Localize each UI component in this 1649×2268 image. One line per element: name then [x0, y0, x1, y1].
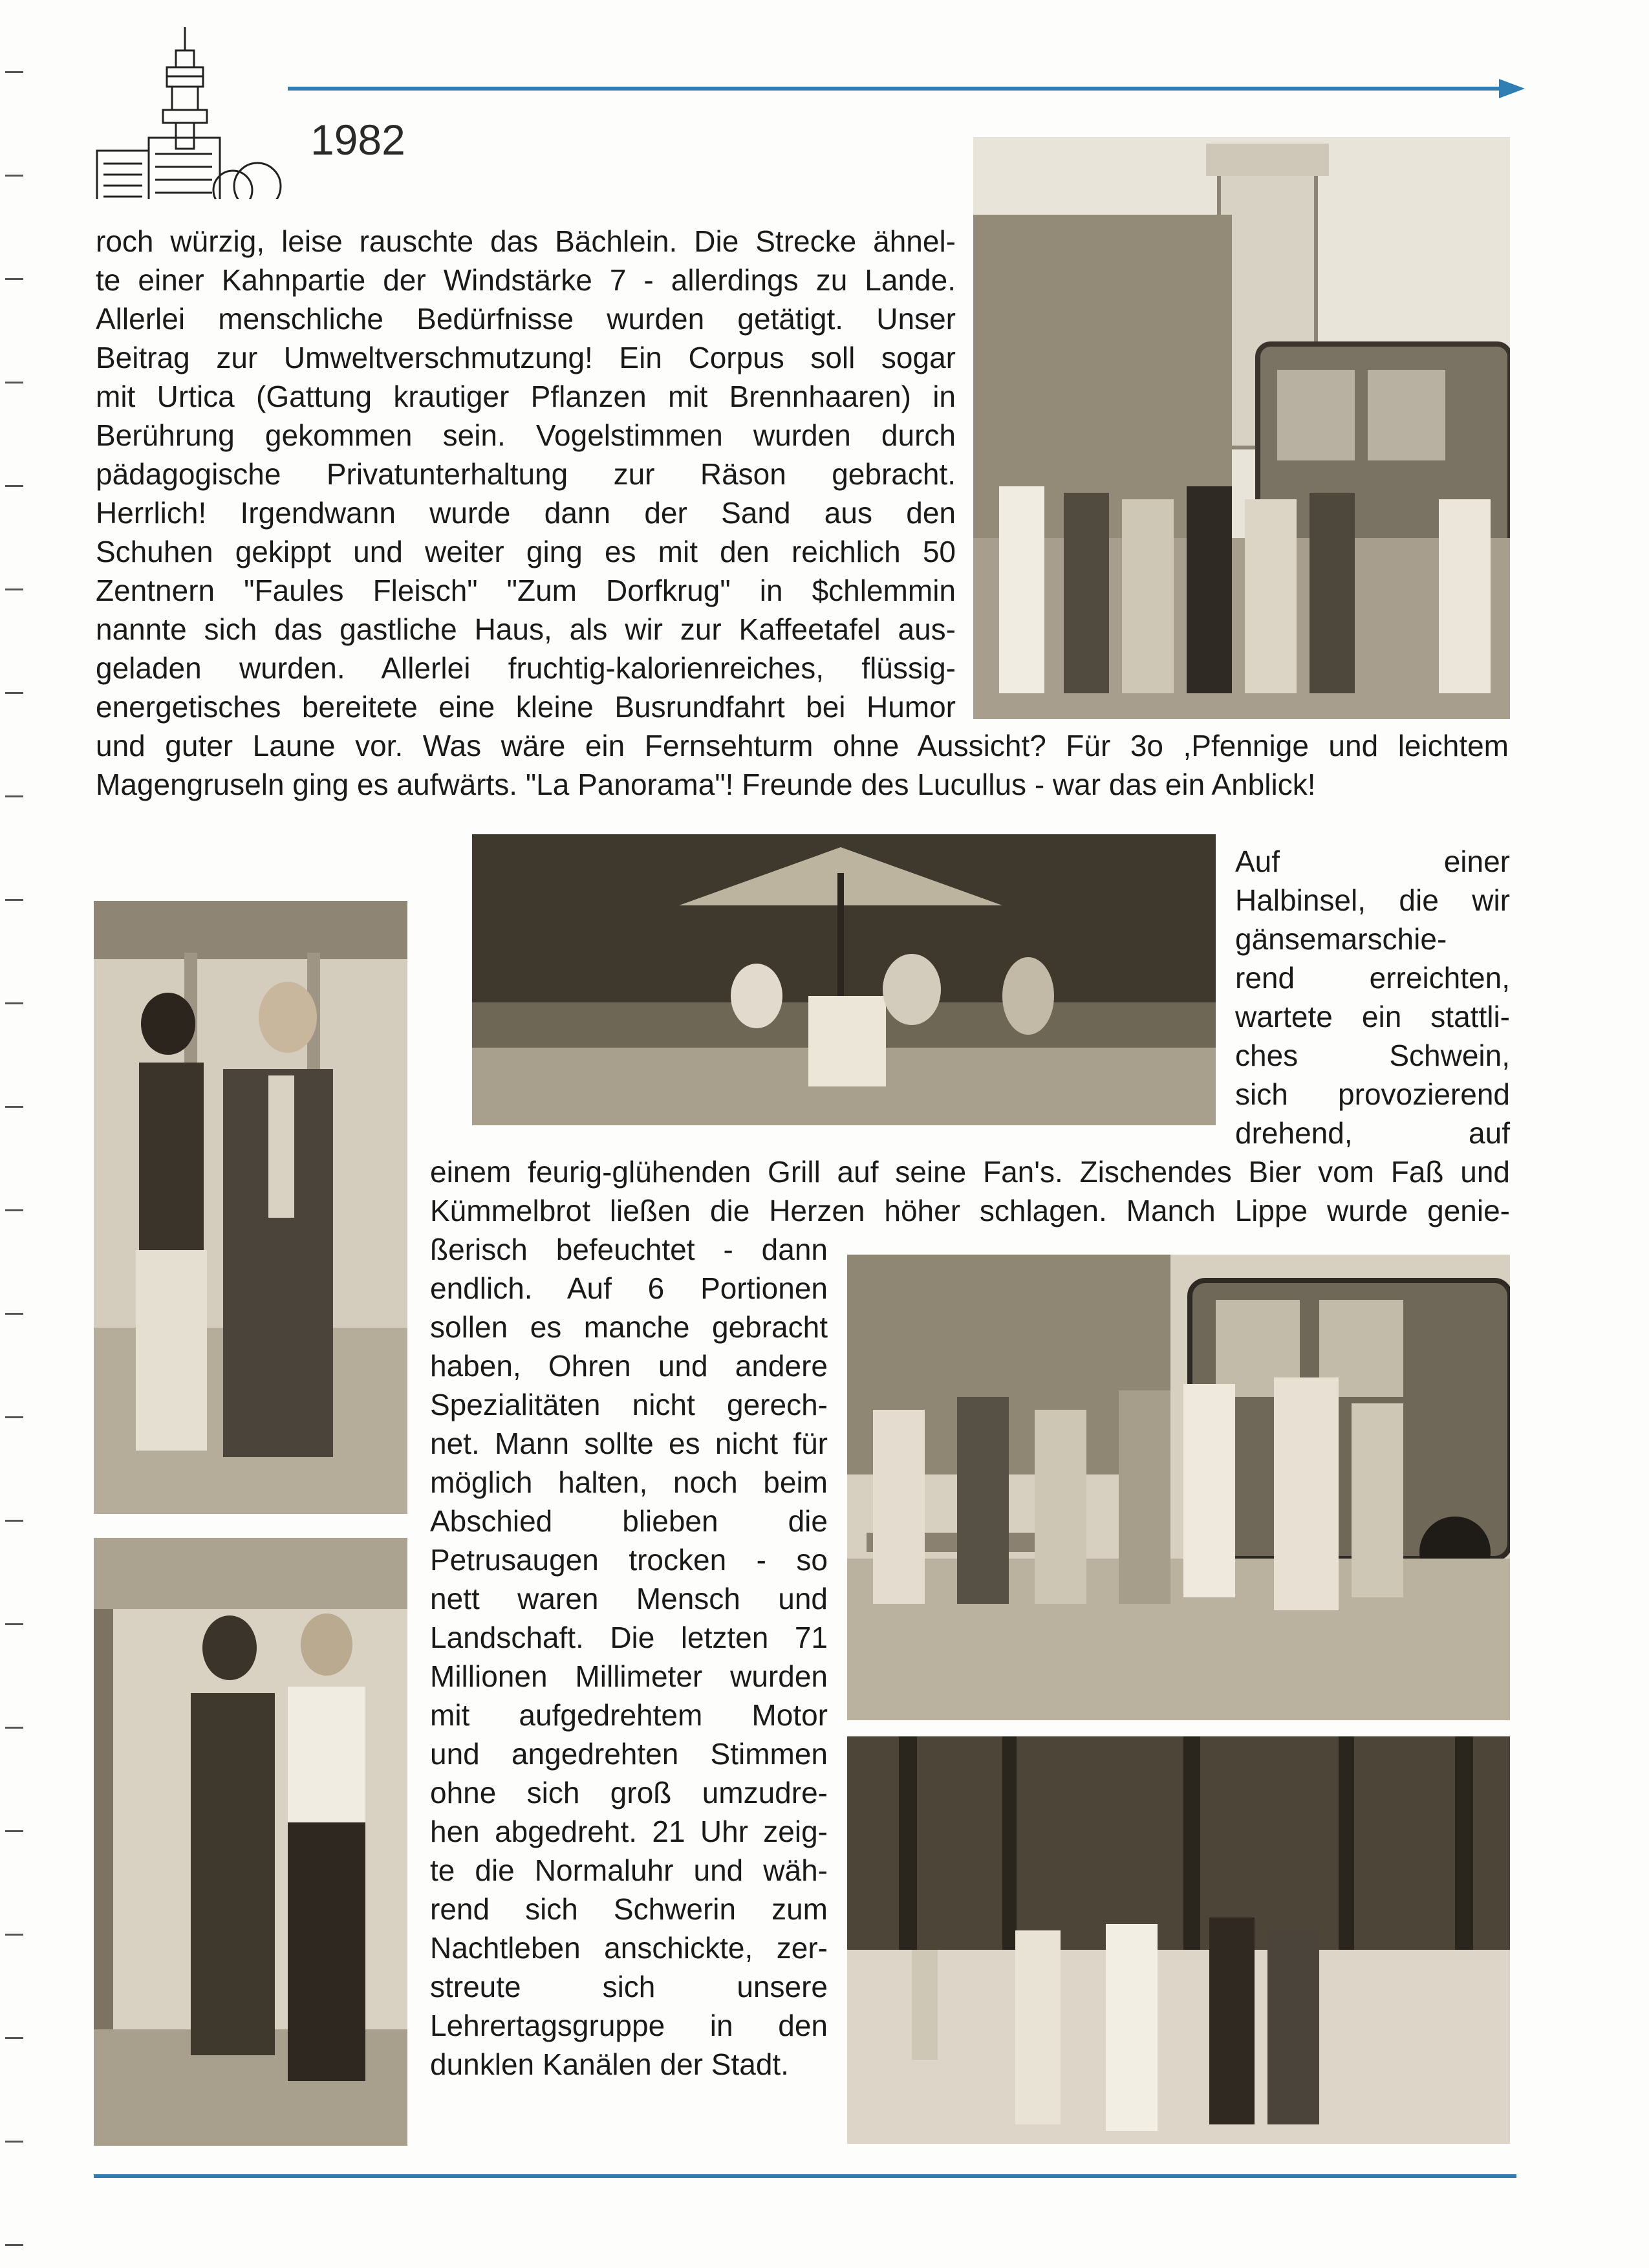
text-block-farewell [430, 1230, 828, 2084]
margin-tick [5, 2244, 23, 2246]
margin-tick [5, 175, 23, 177]
margin-tick [5, 1416, 23, 1418]
margin-tick [5, 485, 23, 487]
text-line: Spezialitäten nicht gerech- [430, 1388, 828, 1421]
text-line: Lehrertagsgruppe in den [430, 2009, 828, 2042]
text-line: Abschied blieben die [430, 1504, 828, 1538]
text-line: rend erreichten, [1235, 961, 1510, 995]
text-line: Auf einer [1235, 845, 1510, 878]
text-line: te einer Kahnpartie der Windstärke 7 - allerdings zu Lande. [96, 263, 956, 297]
text-line: nett waren Mensch und [430, 1582, 828, 1615]
text-line: streute sich unsere [430, 1970, 828, 2003]
text-line: nannte sich das gastliche Haus, als wir zur Kaffeetafel aus- [96, 612, 956, 646]
top-rule [288, 87, 1507, 91]
photo-group-at-bus-tower [973, 137, 1510, 719]
text-line: sich provozierend [1235, 1077, 1510, 1111]
text-line: Petrusaugen trocken - so [430, 1543, 828, 1577]
text-line: Millionen Millimeter wurden [430, 1659, 828, 1693]
margin-tick [5, 1727, 23, 1729]
text-line: haben, Ohren und andere [430, 1349, 828, 1383]
margin-tick [5, 1313, 23, 1315]
text-line: endlich. Auf 6 Portionen [430, 1271, 828, 1305]
photo-women-at-bus [847, 1255, 1510, 1720]
text-line: net. Mann sollte es nicht für [430, 1427, 828, 1460]
text-line: hen abgedreht. 21 Uhr zeig- [430, 1815, 828, 1848]
text-line: ches Schwein, [1235, 1039, 1510, 1072]
margin-tick [5, 899, 23, 901]
text-line: Landschaft. Die letzten 71 [430, 1621, 828, 1654]
margin-tick [5, 2037, 23, 2039]
text-line: mit Urtica (Gattung krautiger Pflanzen mit Brennhaaren) in [96, 380, 956, 413]
text-line: dunklen Kanälen der Stadt. [430, 2047, 789, 2081]
margin-tick [5, 1934, 23, 1936]
text-line: Berührung gekommen sein. Vogelstimmen wurden durch [96, 418, 956, 452]
text-line: energetisches bereitete eine kleine Busrundfahrt bei Humor [96, 690, 956, 724]
text-line: geladen wurden. Allerlei fruchtig-kalorienreiches, flüssig- [96, 651, 956, 685]
top-rule-arrowhead [1499, 79, 1525, 98]
text-line: und guter Laune vor. Was wäre ein Fernsehturm ohne Aussicht? Für 3o ,Pfennige und leichtem [96, 729, 1509, 762]
text-line: einem feurig-glühenden Grill auf seine Fan's. Zischendes Bier vom Faß und [430, 1155, 1510, 1189]
bottom-rule [94, 2174, 1516, 2178]
photo-park-trees [847, 1736, 1510, 2144]
margin-tick [5, 71, 23, 73]
margin-tick [5, 1209, 23, 1211]
margin-tick [5, 1623, 23, 1625]
tv-tower-logo [96, 25, 290, 199]
text-line: Kümmelbrot ließen die Herzen höher schlagen. Manch Lippe wurde genie- [430, 1194, 1510, 1227]
margin-tick [5, 795, 23, 797]
margin-tick [5, 382, 23, 383]
text-line: te die Normaluhr und wäh- [430, 1853, 828, 1887]
text-line: Nachtleben anschickte, zer- [430, 1931, 828, 1965]
text-line: Schuhen gekippt und weiter ging es mit den reichlich 50 [96, 535, 956, 568]
margin-tick [5, 1106, 23, 1108]
margin-tick [5, 1002, 23, 1004]
text-line: ßerisch befeuchtet - dann [430, 1233, 828, 1266]
photo-two-women-indoors [94, 1538, 407, 2146]
photo-couple-at-window [94, 901, 407, 1514]
text-line: Beitrag zur Umweltverschmutzung! Ein Corpus soll sogar [96, 341, 956, 374]
page-year: 1982 [310, 116, 405, 164]
text-line: ohne sich groß umzudre- [430, 1776, 828, 1809]
margin-tick [5, 692, 23, 694]
margin-tick [5, 1830, 23, 1832]
margin-tick [5, 278, 23, 280]
text-line: Halbinsel, die wir [1235, 883, 1510, 917]
photo-grill-umbrella [472, 834, 1216, 1125]
text-line: möglich halten, noch beim [430, 1465, 828, 1499]
margin-tick [5, 589, 23, 590]
text-line: Magengruseln ging es aufwärts. "La Panorama"! Freunde des Lucullus - war das ein Anblick! [96, 768, 1316, 801]
text-line: Allerlei menschliche Bedürfnisse wurden getätigt. Unser [96, 302, 956, 336]
text-line: wartete ein stattli- [1235, 1000, 1510, 1033]
text-block-intro-wide [96, 726, 1509, 804]
text-line: pädagogische Privatunterhaltung zur Räson gebracht. [96, 457, 956, 491]
text-block-intro [96, 222, 956, 726]
text-line: sollen es manche gebracht [430, 1310, 828, 1344]
text-line: gänsemarschie- [1235, 922, 1447, 956]
margin-tick [5, 1520, 23, 1522]
margin-tick [5, 2141, 23, 2143]
text-line: roch würzig, leise rauschte das Bächlein. Die Strecke ähnel- [96, 224, 956, 258]
text-line: rend sich Schwerin zum [430, 1892, 828, 1926]
text-line: mit aufgedrehtem Motor [430, 1698, 828, 1732]
text-block-peninsula [1235, 842, 1510, 1152]
text-line: und angedrehten Stimmen [430, 1737, 828, 1771]
text-line: Zentnern "Faules Fleisch" "Zum Dorfkrug" in $chlemmin [96, 574, 956, 607]
text-line: Herrlich! Irgendwann wurde dann der Sand aus den [96, 496, 956, 530]
text-block-grill-wide [430, 1152, 1510, 1230]
text-line: drehend, auf [1235, 1116, 1510, 1150]
